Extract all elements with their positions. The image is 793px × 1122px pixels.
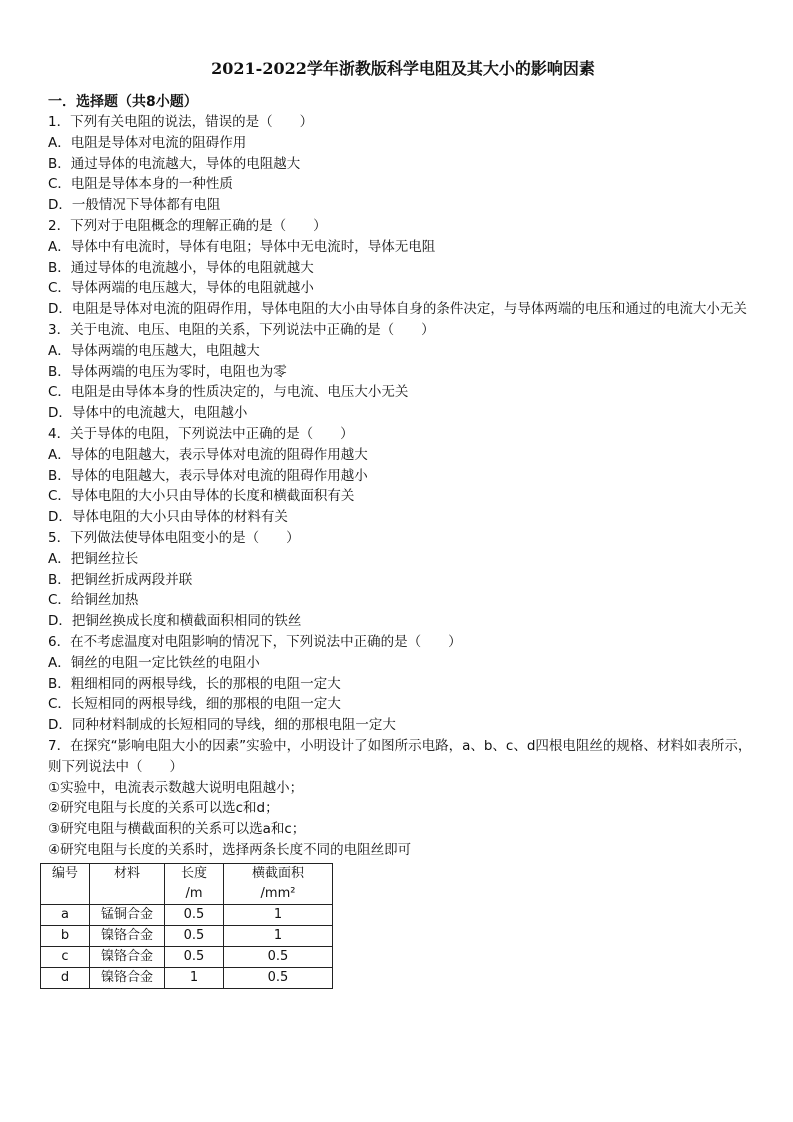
- question-stem: 6．在不考虑温度对电阻影响的情况下，下列说法中正确的是（ ）: [48, 633, 462, 650]
- option-b: B．导体的电阻越大，表示导体对电流的阻碍作用越小: [48, 467, 368, 484]
- cell-id: a: [41, 904, 90, 925]
- table-header-row: [41, 863, 333, 904]
- option-a: A．铜丝的电阻一定比铁丝的电阻小: [48, 654, 260, 671]
- option-a: A．把铜丝拉长: [48, 550, 139, 567]
- question-block: [48, 320, 758, 424]
- cell-material: 镍铬合金: [90, 946, 165, 967]
- option-d: D．导体中的电流越大，电阻越小: [48, 405, 248, 422]
- cell-length: 0.5: [165, 904, 224, 925]
- question-stem: 7．在探究“影响电阻大小的因素”实验中，小明设计了如图所示电路，a、b、c、d四根电阻丝的规格、材料如表所示，则下列说法中（ ）: [48, 737, 752, 775]
- option-c: C．长短相同的两根导线，细的那根的电阻一定大: [48, 696, 341, 713]
- cell-length: 0.5: [165, 946, 224, 967]
- wire-spec-table: [40, 863, 333, 989]
- statement-4: ④研究电阻与长度的关系时，选择两条长度不同的电阻丝即可: [48, 841, 412, 858]
- question-stem: 3．关于电流、电压、电阻的关系，下列说法中正确的是（ ）: [48, 321, 435, 338]
- statement-1: ①实验中，电流表示数越大说明电阻越小；: [48, 779, 304, 796]
- cell-cross-section: 1: [224, 904, 333, 925]
- option-d: D．把铜丝换成长度和横截面积相同的铁丝: [48, 613, 302, 630]
- cell-id: d: [41, 967, 90, 988]
- option-b: B．导体两端的电压为零时，电阻也为零: [48, 363, 287, 380]
- option-d: D．同种材料制成的长短相同的导线，细的那根电阻一定大: [48, 717, 396, 734]
- option-a: A．导体两端的电压越大，电阻越大: [48, 342, 260, 359]
- cell-cross-section: 0.5: [224, 946, 333, 967]
- option-c: C．电阻是由导体本身的性质决定的，与电流、电压大小无关: [48, 384, 409, 401]
- section-heading: 一．选择题（共8小题）: [48, 94, 198, 110]
- option-b: B．通过导体的电流越小，导体的电阻就越大: [48, 259, 314, 276]
- cell-cross-section: 1: [224, 925, 333, 946]
- cell-material: 锰铜合金: [90, 904, 165, 925]
- header-id: 编号: [41, 863, 90, 904]
- option-c: C．电阻是导体本身的一种性质: [48, 176, 233, 193]
- cell-length: 0.5: [165, 925, 224, 946]
- option-d: D．一般情况下导体都有电阻: [48, 197, 221, 214]
- table-row: [41, 967, 333, 988]
- option-b: B．粗细相同的两根导线，长的那根的电阻一定大: [48, 675, 341, 692]
- question-stem: 2．下列对于电阻概念的理解正确的是（ ）: [48, 217, 327, 234]
- question-block: [48, 112, 758, 216]
- table-row: [41, 904, 333, 925]
- option-c: C．导体电阻的大小只由导体的长度和横截面积有关: [48, 488, 355, 505]
- option-a: A．导体的电阻越大，表示导体对电流的阻碍作用越大: [48, 446, 368, 463]
- cell-id: b: [41, 925, 90, 946]
- question-block: [48, 424, 758, 528]
- header-length: 长度 /m: [165, 863, 224, 904]
- cell-material: 镍铬合金: [90, 967, 165, 988]
- option-d: D．电阻是导体对电流的阻碍作用，导体电阻的大小由导体自身的条件决定，与导体两端的电压和通过的电流大小无关: [48, 301, 747, 318]
- header-cross-section: 横截面积 /mm²: [224, 863, 333, 904]
- option-c: C．导体两端的电压越大，导体的电阻就越小: [48, 280, 314, 297]
- header-material: 材料: [90, 863, 165, 904]
- option-d: D．导体电阻的大小只由导体的材料有关: [48, 509, 288, 526]
- cell-cross-section: 0.5: [224, 967, 333, 988]
- document-title: 2021-2022学年浙教版科学电阻及其大小的影响因素: [211, 59, 595, 78]
- question-stem: 4．关于导体的电阻，下列说法中正确的是（ ）: [48, 425, 354, 442]
- option-b: B．通过导体的电流越大，导体的电阻越大: [48, 155, 301, 172]
- question-block: [48, 528, 758, 632]
- table-row: [41, 946, 333, 967]
- question-block: [48, 736, 758, 989]
- option-c: C．给铜丝加热: [48, 592, 139, 609]
- question-block: [48, 632, 758, 736]
- question-stem: 1．下列有关电阻的说法，错误的是（ ）: [48, 114, 314, 130]
- option-b: B．把铜丝折成两段并联: [48, 571, 193, 588]
- cell-id: c: [41, 946, 90, 967]
- statement-2: ②研究电阻与长度的关系可以选c和d；: [48, 800, 279, 817]
- option-a: A．导体中有电流时，导体有电阻；导体中无电流时，导体无电阻: [48, 238, 436, 255]
- cell-length: 1: [165, 967, 224, 988]
- document-page: [48, 58, 758, 989]
- cell-material: 镍铬合金: [90, 925, 165, 946]
- question-stem: 5．下列做法使导体电阻变小的是（ ）: [48, 529, 300, 546]
- statement-3: ③研究电阻与横截面积的关系可以选a和c；: [48, 821, 306, 838]
- question-block: [48, 216, 758, 320]
- option-a: A．电阻是导体对电流的阻碍作用: [48, 134, 247, 151]
- table-row: [41, 925, 333, 946]
